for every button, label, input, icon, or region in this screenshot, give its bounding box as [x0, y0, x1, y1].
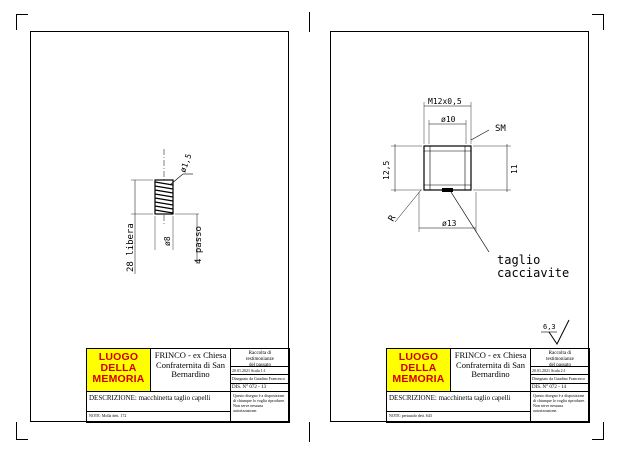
slot-note-line2: cacciavite — [497, 266, 570, 280]
logo-luogo-della-memoria: LUOGO DELLA MEMORIA — [87, 349, 151, 392]
date-scale: 20.01.2021 Scala 1:1 — [231, 367, 290, 375]
title-block — [86, 348, 290, 423]
drawing-sheet-14 — [330, 31, 589, 422]
bottom-diameter-label: ø13 — [442, 219, 457, 228]
drawing-sheet-13 — [30, 31, 289, 422]
pitch-label: 4 passo — [194, 226, 204, 264]
thread-label: M12x0,5 — [428, 97, 462, 106]
description: DESCRIZIONE: macchinetta taglio capelli — [87, 392, 231, 412]
slot-note-line1: taglio — [497, 253, 541, 267]
note: NOTE: pertauolo dett. 643 — [387, 412, 531, 423]
author: Disegnato da Gaudino Francesco — [231, 375, 290, 384]
drawing-number: DIS. N° 072 - 14 — [531, 384, 590, 392]
collection-label: Raccolta di testimonianze del passato — [231, 349, 290, 367]
description: DESCRIZIONE: macchinetta taglio capelli — [387, 392, 531, 412]
author: Disegnato da Gaudino Francesco — [531, 375, 590, 384]
copyright-note: Questo disegno è a disposizione di chiunque lo voglia riprodurre. Non serve nessuna autorizzazione. — [231, 392, 290, 423]
outer-diameter-label: ø8 — [163, 236, 172, 246]
drawing-number: DIS. N° 072 - 13 — [231, 384, 290, 392]
drawing-title: FRINCO - ex Chiesa Confraternita di San Bernardino — [451, 349, 531, 392]
radius-label: R — [386, 213, 399, 224]
right-height-label: 11 — [510, 164, 519, 174]
collection-label: Raccolta di testimonianze del passato — [531, 349, 590, 367]
top-diameter-label: ø10 — [441, 115, 456, 124]
date-scale: 20.01.2021 Scala 2:1 — [531, 367, 590, 375]
note: NOTE: Molla dett. 172 — [87, 412, 231, 423]
wire-diameter-label: ø1,5 — [178, 152, 194, 174]
copyright-note: Questo disegno è a disposizione di chiunque lo voglia riprodurre. Non serve nessuna autorizzazione. — [531, 392, 590, 423]
left-height-label: 12,5 — [382, 160, 391, 180]
sm-label: SM — [495, 124, 506, 134]
title-block — [386, 348, 590, 423]
logo-luogo-della-memoria: LUOGO DELLA MEMORIA — [387, 349, 451, 392]
roughness-label: 6,3 — [543, 323, 556, 331]
drawing-title: FRINCO - ex Chiesa Confraternita di San Bernardino — [151, 349, 231, 392]
free-length-label: 28 libera — [126, 223, 136, 272]
